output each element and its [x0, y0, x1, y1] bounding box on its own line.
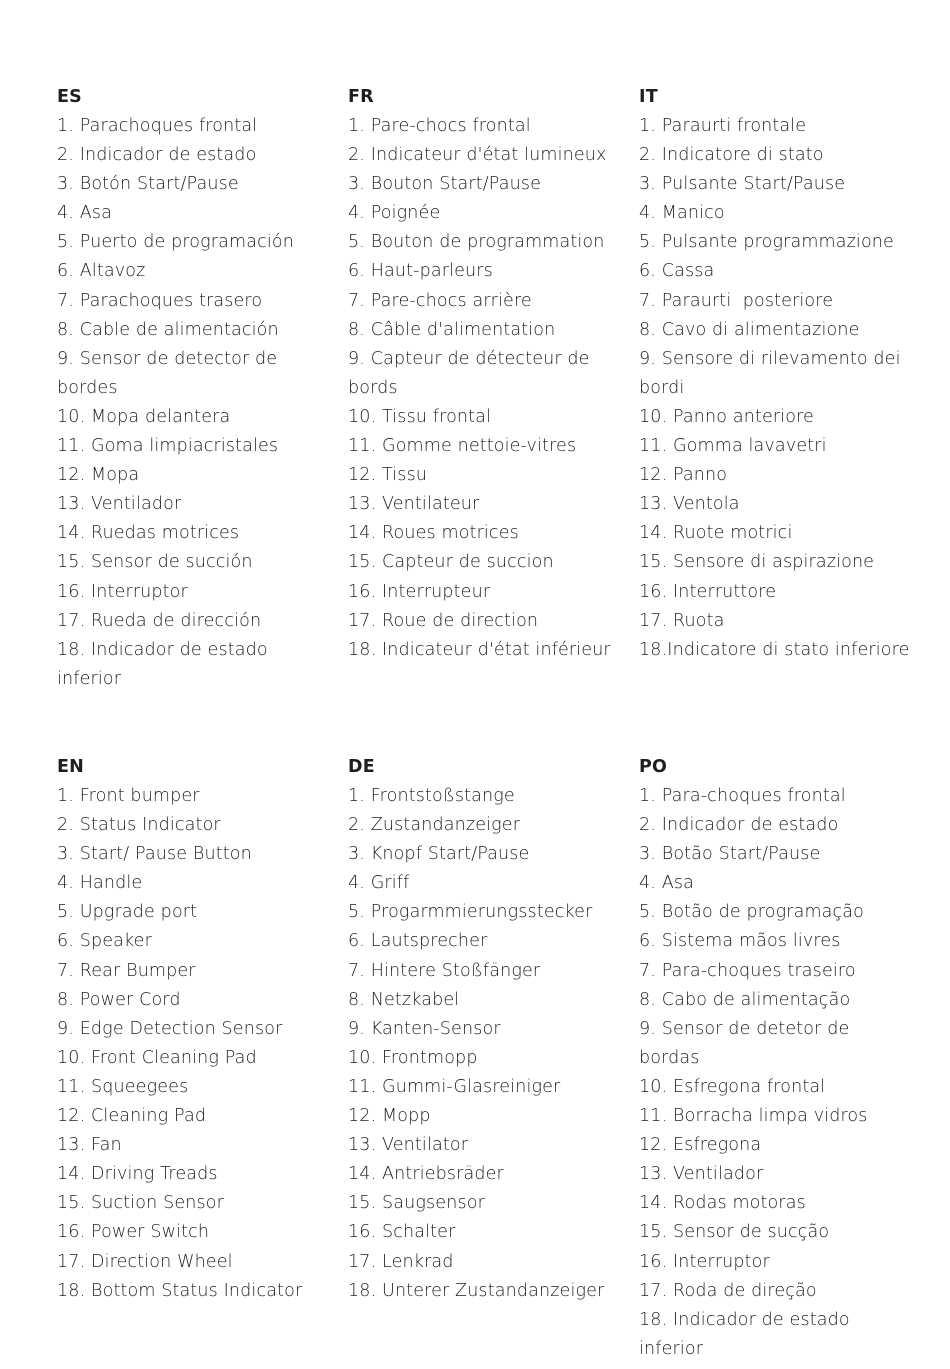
list-item: 8. Netzkabel [348, 989, 460, 1010]
list-item: 1. Pare-chocs frontal [348, 116, 531, 136]
list-item: 16. Power Switch [57, 1222, 210, 1243]
parts-list [639, 782, 939, 1364]
parts-list [57, 112, 347, 694]
parts-list [348, 112, 638, 665]
list-item: 11. Gummi-Glasreiniger [348, 1076, 561, 1097]
list-item: 11. Gomme nettoie-vitres [348, 436, 577, 457]
list-item: 11. Squeegees [57, 1076, 189, 1097]
list-item: 9. Capteur de détecteur de [348, 348, 590, 369]
list-item: 14. Driving Treads [57, 1164, 218, 1185]
list-item: 8. Câble d'alimentation [348, 319, 556, 340]
list-item: 16. Schalter [348, 1222, 456, 1243]
list-item: 18. Bottom Status Indicator [57, 1280, 303, 1301]
list-item: 2. Indicador de estado [639, 815, 839, 836]
section-es [57, 84, 347, 694]
list-item: 6. Lautsprecher [348, 931, 488, 952]
list-item: bordi [639, 377, 685, 398]
list-item: 9. Edge Detection Sensor [57, 1018, 283, 1039]
list-item: 17. Rueda de dirección [57, 610, 262, 631]
list-item: 13. Ventola [639, 494, 740, 515]
list-item: 13. Ventilador [639, 1164, 764, 1185]
list-item: 7. Parachoques trasero [57, 290, 263, 311]
list-item: 12. Panno [639, 465, 728, 486]
section-title: EN [57, 757, 85, 777]
list-item: 17. Ruota [639, 610, 725, 631]
section-po [639, 754, 939, 1364]
list-item: 15. Saugsensor [348, 1193, 485, 1214]
list-item: 18. Indicateur d'état inférieur [348, 639, 611, 660]
list-item: 5. Progarmmierungsstecker [348, 902, 593, 923]
list-item: 7. Paraurti posteriore [639, 290, 834, 311]
list-item: 3. Pulsante Start/Pause [639, 174, 846, 195]
list-item: 5. Puerto de programación [57, 232, 294, 253]
list-item: 7. Pare-chocs arrière [348, 290, 532, 311]
list-item: 12. Tissu [348, 465, 428, 486]
section-fr [348, 84, 638, 665]
list-item: 4. Manico [639, 203, 725, 224]
list-item: bordes [57, 377, 118, 398]
list-item: 16. Interruttore [639, 581, 777, 602]
section-title: IT [639, 87, 658, 107]
list-item: 12. Cleaning Pad [57, 1106, 207, 1127]
list-item: 10. Mopa delantera [57, 406, 231, 427]
list-item: 1. Front bumper [57, 786, 200, 806]
list-item: 13. Ventilador [57, 494, 182, 515]
list-item: 6. Sistema mãos livres [639, 931, 841, 952]
list-item: 4. Asa [57, 203, 112, 224]
parts-list [639, 112, 939, 665]
list-item: 17. Direction Wheel [57, 1251, 233, 1272]
list-item: 2. Indicatore di stato [639, 145, 824, 166]
list-item: 13. Fan [57, 1135, 122, 1156]
list-item: 7. Rear Bumper [57, 960, 196, 981]
list-item: 5. Botão de programação [639, 902, 865, 923]
list-item: 3. Bouton Start/Pause [348, 174, 542, 195]
list-item: 10. Tissu frontal [348, 406, 492, 427]
parts-list [348, 782, 638, 1306]
section-it [639, 84, 939, 665]
section-de [348, 754, 638, 1306]
list-item: bordas [639, 1047, 700, 1068]
list-item: 5. Pulsante programmazione [639, 232, 894, 253]
list-item: 4. Handle [57, 873, 143, 894]
list-item: 15. Suction Sensor [57, 1193, 224, 1214]
list-item: 15. Sensor de sucção [639, 1222, 830, 1243]
list-item: 6. Cassa [639, 261, 715, 282]
list-item: 13. Ventilator [348, 1135, 469, 1156]
list-item: 5. Upgrade port [57, 902, 198, 923]
list-item: 13. Ventilateur [348, 494, 480, 515]
list-item: 17. Lenkrad [348, 1251, 454, 1272]
list-item: 14. Roues motrices [348, 523, 519, 544]
list-item: 6. Haut-parleurs [348, 261, 493, 282]
list-item: 8. Cable de alimentación [57, 319, 279, 340]
list-item: 10. Front Cleaning Pad [57, 1047, 257, 1068]
list-item: 8. Power Cord [57, 989, 181, 1010]
list-item: 16. Interruptor [639, 1251, 770, 1272]
list-item: 17. Roue de direction [348, 610, 539, 631]
list-item: 2. Indicador de estado [57, 145, 257, 166]
list-item: 11. Gomma lavavetri [639, 436, 827, 457]
list-item: 18. Indicador de estado [57, 639, 268, 660]
section-title: DE [348, 757, 375, 777]
list-item: 14. Ruote motrici [639, 523, 793, 544]
list-item: 5. Bouton de programmation [348, 232, 605, 253]
list-item: 14. Ruedas motrices [57, 523, 240, 544]
list-item: 3. Botón Start/Pause [57, 174, 239, 195]
list-item: bords [348, 377, 398, 398]
list-item: 10. Panno anteriore [639, 406, 814, 427]
list-item: 18. Indicador de estado [639, 1309, 850, 1330]
list-item: 1. Parachoques frontal [57, 116, 258, 136]
section-title: ES [57, 87, 82, 107]
list-item: 9. Sensor de detetor de [639, 1018, 850, 1039]
list-item: 9. Sensore di rilevamento dei [639, 348, 901, 369]
list-item: 4. Asa [639, 873, 694, 894]
list-item: 3. Botão Start/Pause [639, 844, 821, 865]
list-item: 8. Cavo di alimentazione [639, 319, 860, 340]
list-item: 9. Kanten-Sensor [348, 1018, 501, 1039]
list-item: 2. Zustandanzeiger [348, 815, 521, 836]
list-item: 2. Indicateur d'état lumineux [348, 145, 607, 166]
list-item: 10. Frontmopp [348, 1047, 478, 1068]
list-item: 3. Start/ Pause Button [57, 844, 252, 865]
list-item: 4. Griff [348, 873, 410, 894]
list-item: 17. Roda de direção [639, 1280, 817, 1301]
list-item: inferior [639, 1338, 704, 1359]
list-item: 6. Speaker [57, 931, 152, 952]
list-item: 1. Frontstoßstange [348, 786, 515, 806]
list-item: 8. Cabo de alimentação [639, 989, 851, 1010]
list-item: 14. Antriebsräder [348, 1164, 504, 1185]
section-title: PO [639, 757, 668, 777]
section-en [57, 754, 347, 1306]
list-item: 14. Rodas motoras [639, 1193, 806, 1214]
list-item: 15. Sensor de succión [57, 552, 253, 573]
list-item: 7. Para-choques traseiro [639, 960, 856, 981]
list-item: 15. Capteur de succion [348, 552, 554, 573]
list-item: 11. Goma limpiacristales [57, 436, 279, 457]
list-item: 2. Status Indicator [57, 815, 221, 836]
list-item: 4. Poignée [348, 203, 441, 224]
list-item: 3. Knopf Start/Pause [348, 844, 530, 865]
list-item: 16. Interruptor [57, 581, 188, 602]
list-item: 12. Mopa [57, 465, 140, 486]
list-item: 12. Esfregona [639, 1135, 762, 1156]
list-item: 9. Sensor de detector de [57, 348, 278, 369]
section-title: FR [348, 87, 374, 107]
list-item: 11. Borracha limpa vidros [639, 1106, 868, 1127]
list-item: 10. Esfregona frontal [639, 1076, 826, 1097]
list-item: 15. Sensore di aspirazione [639, 552, 875, 573]
list-item: 18. Unterer Zustandanzeiger [348, 1280, 605, 1301]
list-item: 1. Paraurti frontale [639, 116, 807, 136]
list-item: 16. Interrupteur [348, 581, 491, 602]
list-item: 6. Altavoz [57, 261, 146, 282]
list-item: 12. Mopp [348, 1106, 431, 1127]
list-item: 1. Para-choques frontal [639, 786, 846, 806]
parts-list [57, 782, 347, 1306]
list-item: 18.Indicatore di stato inferiore [639, 639, 910, 660]
list-item: 7. Hintere Stoßfänger [348, 960, 541, 981]
list-item: inferior [57, 668, 122, 689]
